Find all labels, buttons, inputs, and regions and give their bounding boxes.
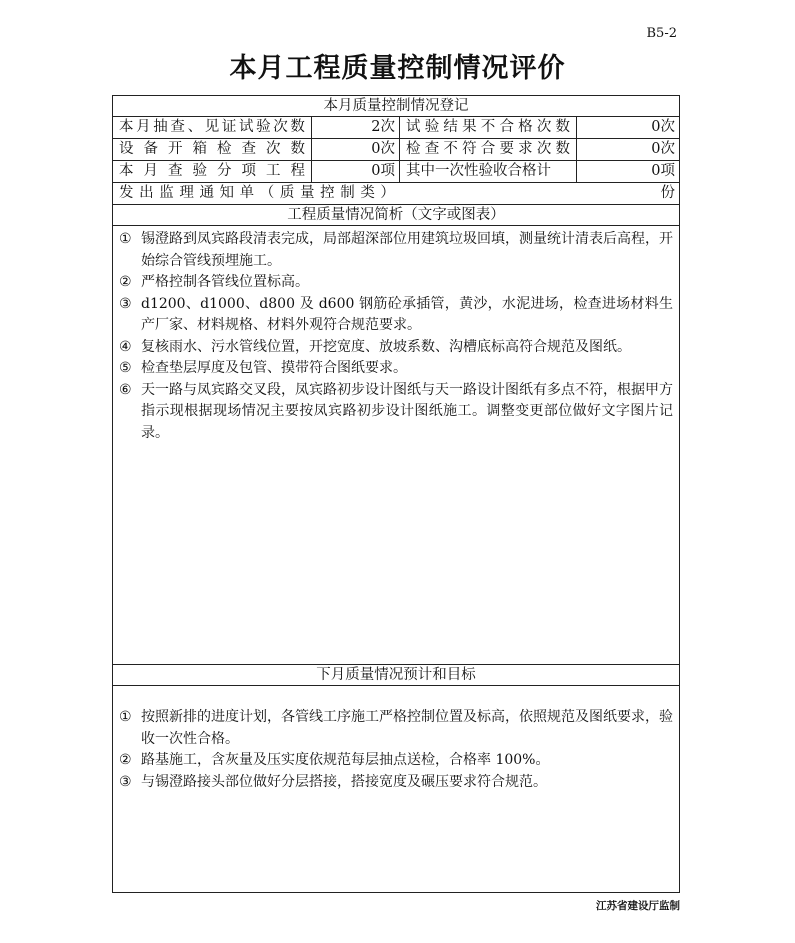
notice-value: 份 — [660, 185, 675, 201]
registration-value-a: 0项 — [312, 161, 400, 182]
list-item — [119, 358, 673, 380]
registration-label-b — [400, 139, 577, 160]
item-text: 天一路与凤宾路交叉段，凤宾路初步设计图纸与天一路设计图纸有多点不符，根据甲方指示现根据现场情况主要按凤宾路初步设计图纸施工。调整变更部位做好文字图片记录。 — [141, 381, 673, 441]
label-char: 本 — [119, 119, 134, 135]
label-char: 试 — [406, 119, 421, 135]
item-text: 复核雨水、污水管线位置，开挖宽度、放坡系数、沟槽底标高符合规范及图纸。 — [141, 338, 631, 355]
registration-header-label: 本月质量控制情况登记 — [323, 98, 469, 114]
label-char: 、 — [187, 119, 203, 135]
analysis-header — [113, 205, 679, 226]
label-char: 分 — [217, 163, 232, 179]
item-text: 锡澄路到凤宾路段清表完成，局部超深部位用建筑垃圾回填，测量统计清表后高程，开始综合管线预埋施工。 — [141, 231, 673, 269]
label-char: 知 — [219, 185, 235, 201]
label-char: 本 — [119, 163, 134, 179]
list-item — [119, 272, 673, 294]
registration-label-b — [400, 117, 577, 138]
item-number: ① — [119, 709, 132, 725]
label-char: 监 — [159, 185, 174, 201]
label-char: 结 — [443, 119, 458, 135]
label-char: 发 — [119, 185, 134, 201]
item-text: 检查垫层厚度及包管、摸带符合图纸要求。 — [141, 360, 407, 376]
notice-row — [113, 183, 679, 205]
label-char: 要 — [499, 141, 514, 157]
label-char: 数 — [290, 119, 305, 135]
label-char: 证 — [221, 119, 237, 135]
registration-row — [113, 139, 679, 161]
quality-evaluation-form — [112, 95, 680, 893]
label-char: 查 — [424, 141, 440, 157]
label-char: 设 — [119, 141, 134, 157]
label-char: 出 — [139, 185, 154, 201]
registration-label-a — [113, 161, 312, 182]
item-text: d1200、d1000、d800 及 d600 钢筋砼承插管，黄沙，水泥进场，检查进场材料生产厂家、材料规格、材料外观符合规范要求。 — [141, 295, 673, 333]
label-char: 格 — [518, 119, 533, 135]
item-number: ② — [119, 752, 132, 768]
registration-header — [113, 96, 679, 117]
registration-row — [113, 117, 679, 139]
item-number: ④ — [119, 338, 132, 355]
item-number: ⑤ — [119, 360, 132, 376]
label-char: 检 — [406, 141, 421, 157]
form-code: B5-2 — [646, 26, 677, 41]
label-char: 符 — [462, 141, 477, 157]
registration-value-a: 2次 — [312, 117, 400, 138]
label-char: 验 — [424, 119, 440, 135]
list-item — [119, 294, 673, 337]
item-number: ② — [119, 274, 132, 290]
analysis-header-label: 工程质量情况简析（文字或图表） — [287, 207, 505, 223]
label-char: ） — [380, 185, 395, 201]
label-char: 控 — [320, 185, 335, 201]
label-char: 合 — [499, 119, 514, 135]
list-item — [119, 772, 673, 794]
item-text: 严格控制各管线位置标高。 — [141, 274, 309, 290]
label-char: 质 — [279, 185, 295, 201]
label-char: 工 — [266, 163, 281, 179]
label-char: 不 — [443, 141, 458, 157]
registration-label-a — [113, 117, 312, 138]
registration-value-b: 0次 — [651, 119, 675, 135]
list-item — [119, 229, 673, 272]
list-item — [119, 707, 673, 750]
label-char: 通 — [199, 185, 214, 201]
label-char: 果 — [462, 119, 477, 135]
item-text: 与锡澄路接头部位做好分层搭接，搭接宽度及碾压要求符合规范。 — [141, 773, 547, 790]
label-char: 类 — [360, 185, 375, 201]
footer-issuer: 江苏省建设厅监制 — [596, 900, 680, 912]
item-number: ⑥ — [119, 381, 132, 398]
analysis-list — [119, 229, 673, 444]
list-item — [119, 750, 673, 772]
list-item — [119, 380, 673, 445]
label-char: 抽 — [153, 119, 168, 135]
label-char: 查 — [168, 163, 183, 179]
next-month-header — [113, 664, 679, 686]
next-month-header-label: 下月质量情况预计和目标 — [316, 667, 476, 683]
label-char: 见 — [204, 119, 220, 135]
registration-value-b: 0次 — [651, 141, 675, 157]
label-char: 箱 — [192, 141, 207, 157]
registration-value-b: 0项 — [651, 163, 675, 179]
label-char: 数 — [290, 141, 305, 157]
label-char: （ — [259, 185, 275, 201]
label-char: 次 — [273, 119, 288, 135]
list-item — [119, 337, 673, 359]
item-text: 按照新排的进度计划，各管线工序施工严格控制位置及标高，依照规范及图纸要求，验收一次性合格。 — [141, 709, 673, 747]
label-char: 数 — [555, 119, 570, 135]
label-char: 制 — [340, 185, 355, 201]
notice-label — [113, 183, 401, 204]
label-char: 求 — [518, 141, 533, 157]
label-char: 月 — [143, 163, 158, 179]
label-char: 项 — [241, 163, 256, 179]
page-title: 本月工程质量控制情况评价 — [229, 53, 566, 84]
label-char: 验 — [256, 119, 271, 135]
item-number: ③ — [119, 773, 132, 790]
label-char: 数 — [555, 141, 570, 157]
label-char: 次 — [536, 119, 552, 135]
label-char: 不 — [480, 119, 496, 135]
item-text: 路基施工，含灰量及压实度依规范每层抽点送检，合格率 100%。 — [141, 752, 550, 768]
label-char: 试 — [238, 119, 254, 135]
label-char: 合 — [480, 141, 496, 157]
label-char: 程 — [290, 163, 305, 179]
label-char: 次 — [536, 141, 552, 157]
label-char: 量 — [299, 185, 315, 201]
label-char: 检 — [217, 141, 232, 157]
label-char: 备 — [143, 141, 158, 157]
registration-value-a: 0次 — [312, 139, 400, 160]
item-number: ③ — [119, 295, 132, 312]
label-char: 月 — [136, 119, 151, 135]
registration-label-b: 其中一次性验收合格计 — [400, 161, 577, 182]
registration-row — [113, 161, 679, 183]
label-char: 次 — [266, 141, 281, 157]
registration-label-a — [113, 139, 312, 160]
label-char: 查 — [241, 141, 256, 157]
item-number: ① — [119, 231, 132, 247]
label-char: 理 — [179, 185, 194, 201]
label-char: 单 — [239, 185, 255, 201]
label-char: 查 — [170, 119, 185, 135]
next-month-list — [119, 707, 673, 793]
label-char: 验 — [192, 163, 207, 179]
label-char: 开 — [168, 141, 183, 157]
